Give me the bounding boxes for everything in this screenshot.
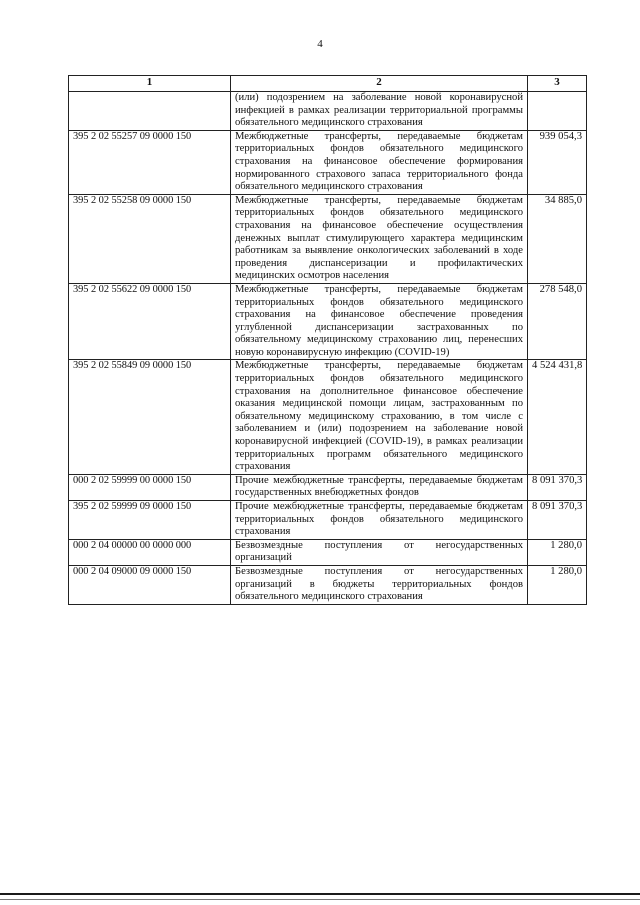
row-amount: 4 524 431,8 — [528, 360, 587, 474]
row-description: Межбюджетные трансферты, передаваемые бюджетам территориальных фондов обязательного медицинского страхования на дополнительное финансовое обеспечение оказания медицинской помощи лицам, застрахованным по обязательному медицинскому страхованию, в том числе с заболеванием и (или) подозрением на заболевание новой коронавирусной инфекцией (COVID-19), в рамках реализации территориальных программ обязательного медицинского страхования — [231, 360, 528, 474]
table-row — [69, 130, 587, 194]
table-row — [69, 474, 587, 500]
row-amount: 939 054,3 — [528, 130, 587, 194]
row-code: 000 2 04 00000 00 0000 000 — [69, 539, 231, 565]
table-row — [69, 194, 587, 283]
table-row — [69, 539, 587, 565]
row-description: Безвозмездные поступления от негосударственных организаций в бюджеты территориальных фондов обязательного медицинского страхования — [231, 565, 528, 604]
row-amount: 1 280,0 — [528, 539, 587, 565]
table-header-row — [69, 76, 587, 92]
page-number: 4 — [317, 38, 323, 50]
row-description: (или) подозрением на заболевание новой коронавирусной инфекцией в рамках реализации территориальной программы обязательного медицинского страхования — [231, 92, 528, 131]
row-description: Прочие межбюджетные трансферты, передаваемые бюджетам территориальных фондов обязательного медицинского страхования — [231, 501, 528, 540]
table-row — [69, 92, 587, 131]
column-header-amount: 3 — [528, 76, 587, 92]
row-amount — [528, 92, 587, 131]
table-row — [69, 501, 587, 540]
row-description: Межбюджетные трансферты, передаваемые бюджетам территориальных фондов обязательного медицинского страхования на финансовое обеспечение формирования нормированного страхового запаса территориального фонда обязательного медицинского страхования — [231, 130, 528, 194]
row-code: 395 2 02 55849 09 0000 150 — [69, 360, 231, 474]
table-row — [69, 565, 587, 604]
row-description: Межбюджетные трансферты, передаваемые бюджетам территориальных фондов обязательного медицинского страхования на финансовое обеспечение осуществления денежных выплат стимулирующего характера медицинским работникам за выявление онкологических заболеваний в ходе проведения диспансеризации и профилактических медицинских осмотров населения — [231, 194, 528, 283]
row-code: 395 2 02 59999 09 0000 150 — [69, 501, 231, 540]
row-code: 395 2 02 55622 09 0000 150 — [69, 283, 231, 360]
row-description: Межбюджетные трансферты, передаваемые бюджетам территориальных фондов обязательного медицинского страхования на финансовое обеспечение проведения углубленной диспансеризации застрахованных по обязательному медицинскому страхованию лиц, перенесших новую коронавирусную инфекцию (COVID-19) — [231, 283, 528, 360]
column-header-code: 1 — [69, 76, 231, 92]
row-amount: 8 091 370,3 — [528, 474, 587, 500]
row-code: 395 2 02 55258 09 0000 150 — [69, 194, 231, 283]
scan-edge-line — [0, 893, 640, 895]
row-code: 000 2 02 59999 00 0000 150 — [69, 474, 231, 500]
revenue-table — [68, 75, 587, 605]
row-amount: 1 280,0 — [528, 565, 587, 604]
scan-edge-line — [0, 899, 640, 900]
table-row — [69, 283, 587, 360]
row-code — [69, 92, 231, 131]
row-description: Безвозмездные поступления от негосударственных организаций — [231, 539, 528, 565]
column-header-description: 2 — [231, 76, 528, 92]
row-code: 000 2 04 09000 09 0000 150 — [69, 565, 231, 604]
row-description: Прочие межбюджетные трансферты, передаваемые бюджетам государственных внебюджетных фондов — [231, 474, 528, 500]
table-row — [69, 360, 587, 474]
row-amount: 8 091 370,3 — [528, 501, 587, 540]
row-code: 395 2 02 55257 09 0000 150 — [69, 130, 231, 194]
row-amount: 34 885,0 — [528, 194, 587, 283]
row-amount: 278 548,0 — [528, 283, 587, 360]
